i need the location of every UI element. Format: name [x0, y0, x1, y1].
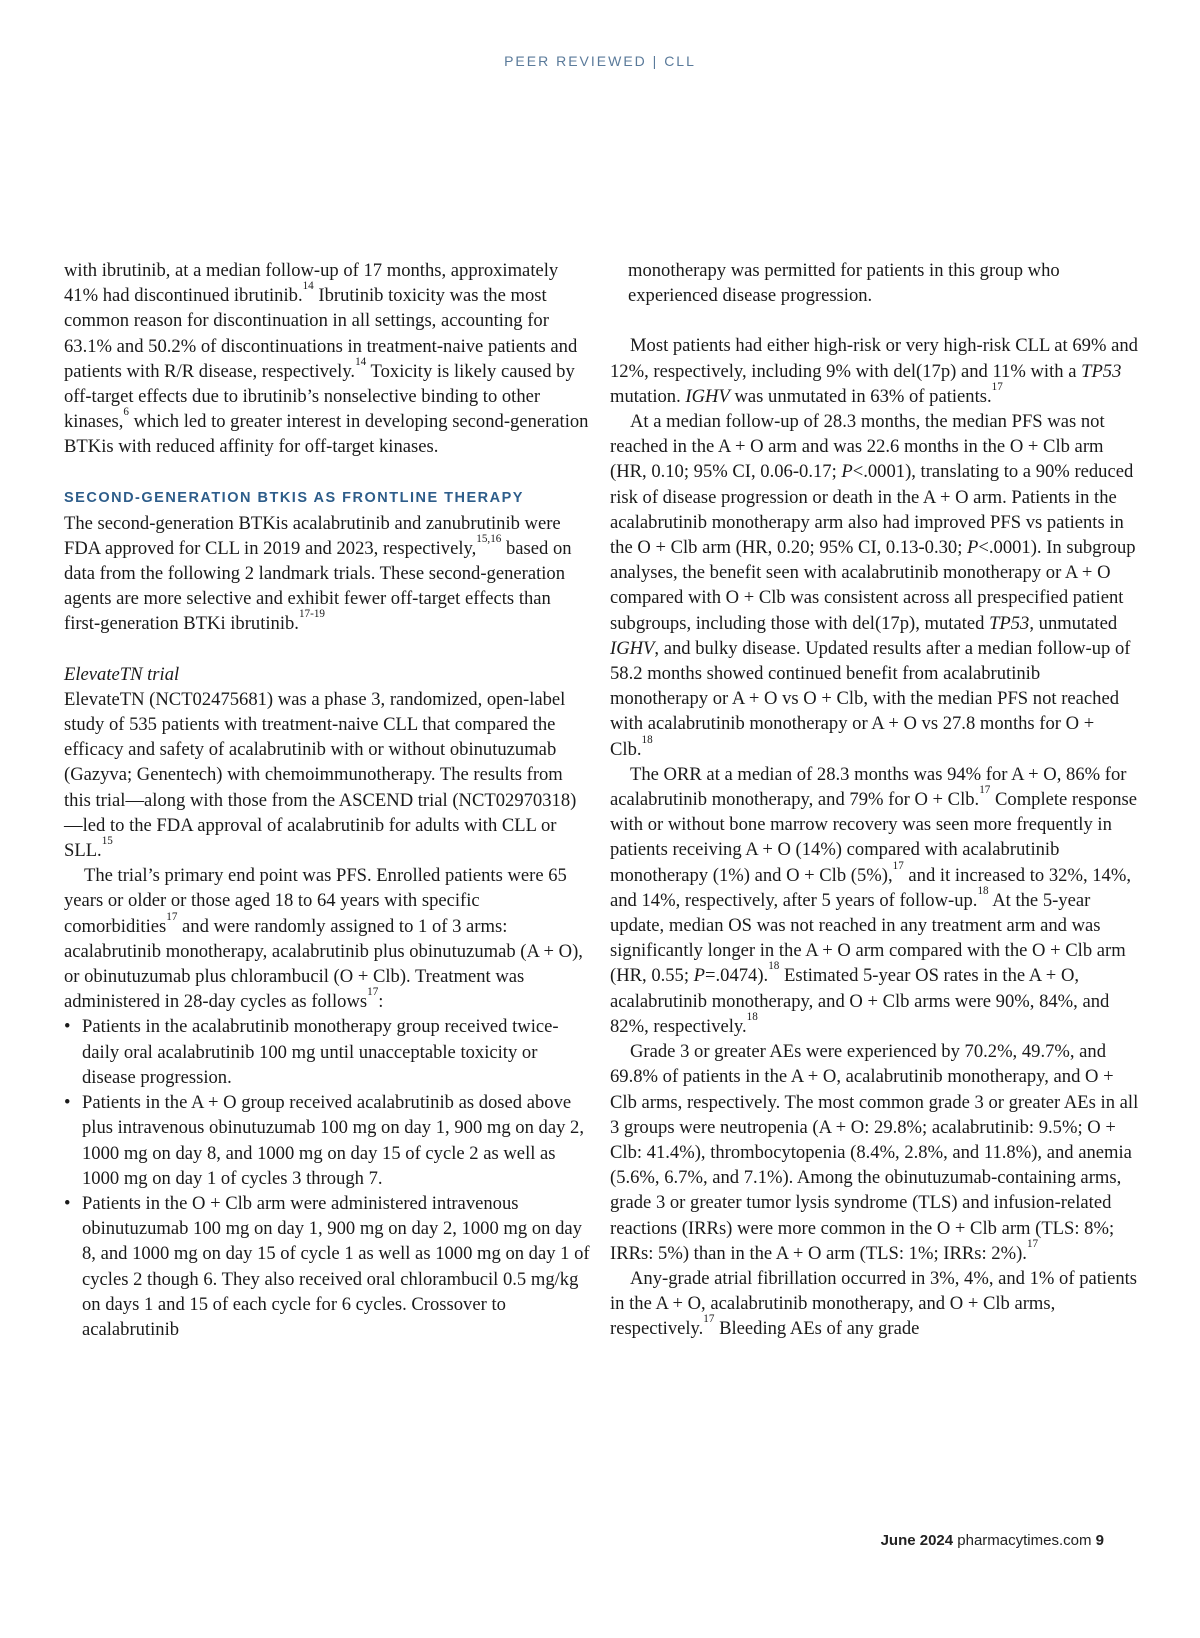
section-heading: SECOND-GENERATION BTKIS AS FRONTLINE THERAPY: [64, 489, 524, 506]
paragraph: Any-grade atrial fibrillation occurred in 3%, 4%, and 1% of patients in the A + O, acalabrutinib monotherapy, and O + Clb arms, respectively.$^{17}$ Bleeding AEs of any grade: [610, 1267, 1138, 1340]
paragraph: The trial’s primary end point was PFS. Enrolled patients were 65 years or older or those aged 18 to 64 years with specific comorbidities$^{17}$ and were randomly assigned to 1 of 3 arms: acalabrutinib monotherapy, acalabrutinib plus obinutuzumab (A + O), or obinutuzumab plus chlorambucil (O + Clb). Treatment was administered in 28-day cycles as follows$^{17}$:: [64, 865, 583, 1013]
paragraph: with ibrutinib, at a median follow-up of 17 months, approximately 41% had discontinued ibrutinib.$^{14}$ Ibrutinib toxicity was the most common reason for discontinuation in all settings, accounting for 63.1% and 50.2% of discontinuations in treatment-naive patients and patients with R/R disease, respectively.$^{14}$ Toxicity is likely caused by off-target effects due to ibrutinib’s nonselective binding to other kinases,$^6$ which led to greater interest in developing second-generation BTKis with reduced affinity for off-target kinases.: [64, 260, 589, 458]
paragraph: The second-generation BTKis acalabrutinib and zanubrutinib were FDA approved for CLL in 2019 and 2023, respectively,$^{15,16}$ based on data from the following 2 landmark trials. These second-generation agents are more selective and exhibit fewer off-target effects than first-generation BTKi ibrutinib.$^{17-19}$: [64, 512, 572, 635]
paragraph: ElevateTN (NCT02475681) was a phase 3, randomized, open-label study of 535 patients with treatment-naive CLL that compared the efficacy and safety of acalabrutinib with or without obinutuzumab (Gazyva; Genentech) with chemoimmunotherapy. The results from this trial—along with those from the ASCEND trial (NCT02970318)—led to the FDA approval of acalabrutinib for adults with CLL or SLL.$^{15}$: [64, 688, 577, 862]
subsection-heading: ElevateTN trial: [64, 663, 180, 685]
bullet-list: [64, 1014, 590, 1342]
paragraph: Most patients had either high-risk or very high-risk CLL at 69% and 12%, respectively, including 9% with del(17p) and 11% with a TP53 mutation. IGHV was unmutated in 63% of patients.$^{17}$: [610, 335, 1138, 407]
left-column: [64, 258, 590, 1342]
page-number: 9: [1095, 1532, 1104, 1549]
paragraph: At a median follow-up of 28.3 months, the median PFS was not reached in the A + O arm and was 22.6 months in the O + Clb arm (HR, 0.10; 95% CI, 0.06-0.17; P<.0001), translating to a 90% reduced risk of disease progression or death in the A + O arm. Patients in the acalabrutinib monotherapy arm also had improved PFS vs patients in the O + Clb arm (HR, 0.20; 95% CI, 0.13-0.30; P<.0001). In subgroup analyses, the benefit seen with acalabrutinib monotherapy or A + O compared with O + Clb was consistent across all prespecified patient subgroups, including those with del(17p), mutated TP53, unmutated IGHV, and bulky disease. Updated results after a median follow-up of 58.2 months showed continued benefit from acalabrutinib monotherapy or A + O vs O + Clb, with the median PFS not reached with acalabrutinib monotherapy or A + O vs 27.8 months for O + Clb.$^{18}$: [610, 411, 1136, 760]
page-footer: [881, 1532, 1104, 1549]
paragraph: Grade 3 or greater AEs were experienced by 70.2%, 49.7%, and 69.8% of patients in the A + O, acalabrutinib monotherapy, and O + Clb arms, respectively. The most common grade 3 or greater AEs in all 3 groups were neutropenia (A + O: 29.8%; acalabrutinib: 9.5%; O + Clb: 41.4%), thrombocytopenia (8.4%, 2.8%, and 11.8%), and anemia (5.6%, 6.7%, and 7.1%). Among the obinutuzumab-containing arms, grade 3 or greater tumor lysis syndrome (TLS) and infusion-related reactions (IRRs) were more common in the O + Clb arm (TLS: 8%; IRRs: 5%) than in the A + O arm (TLS: 1%; IRRs: 2%).$^{17}$: [610, 1041, 1139, 1264]
list-item: • Patients in the O + Clb arm were administered intravenous obinutuzumab 100 mg on day 1, 900 mg on day 2, 1000 mg on day 8, and 1000 mg on day 15 of cycle 1 as well as 1000 mg on day 1 of cycles 2 though 6. They also received oral chlorambucil 0.5 mg/kg on days 1 and 15 of each cycle for 6 cycles. Crossover to acalabrutinib: [64, 1191, 590, 1342]
paragraph: The ORR at a median of 28.3 months was 94% for A + O, 86% for acalabrutinib monotherapy, and 79% for O + Clb.$^{17}$ Complete response with or without bone marrow recovery was seen more frequently in patients receiving A + O (14%) compared with acalabrutinib monotherapy (1%) and O + Clb (5%),$^{17}$ and it increased to 32%, 14%, and 14%, respectively, after 5 years of follow-up.$^{18}$ At the 5-year update, median OS was not reached in any treatment arm and was significantly longer in the A + O arm compared with the O + Clb arm (HR, 0.55; P=.0474).$^{18}$ Estimated 5-year OS rates in the A + O, acalabrutinib monotherapy, and O + Clb arms were 90%, 84%, and 82%, respectively.$^{18}$: [610, 763, 1137, 1037]
issue-date: June 2024: [880, 1532, 954, 1549]
right-column: [610, 258, 1140, 1342]
list-item: • Patients in the acalabrutinib monotherapy group received twice-daily oral acalabrutinib 100 mg until unacceptable toxicity or disease progression.: [64, 1014, 590, 1090]
list-item: • Patients in the A + O group received acalabrutinib as dosed above plus intravenous obinutuzumab 100 mg on day 1, 900 mg on day 2, 1000 mg on day 8, and 1000 mg on day 15 of cycle 2 as well as 1000 mg on day 1 of cycles 3 through 7.: [64, 1090, 590, 1191]
paragraph: monotherapy was permitted for patients in this group who experienced disease progression.: [628, 260, 1060, 307]
running-header: PEER REVIEWED | CLL: [504, 53, 696, 69]
site-url: pharmacytimes.com: [957, 1532, 1092, 1549]
